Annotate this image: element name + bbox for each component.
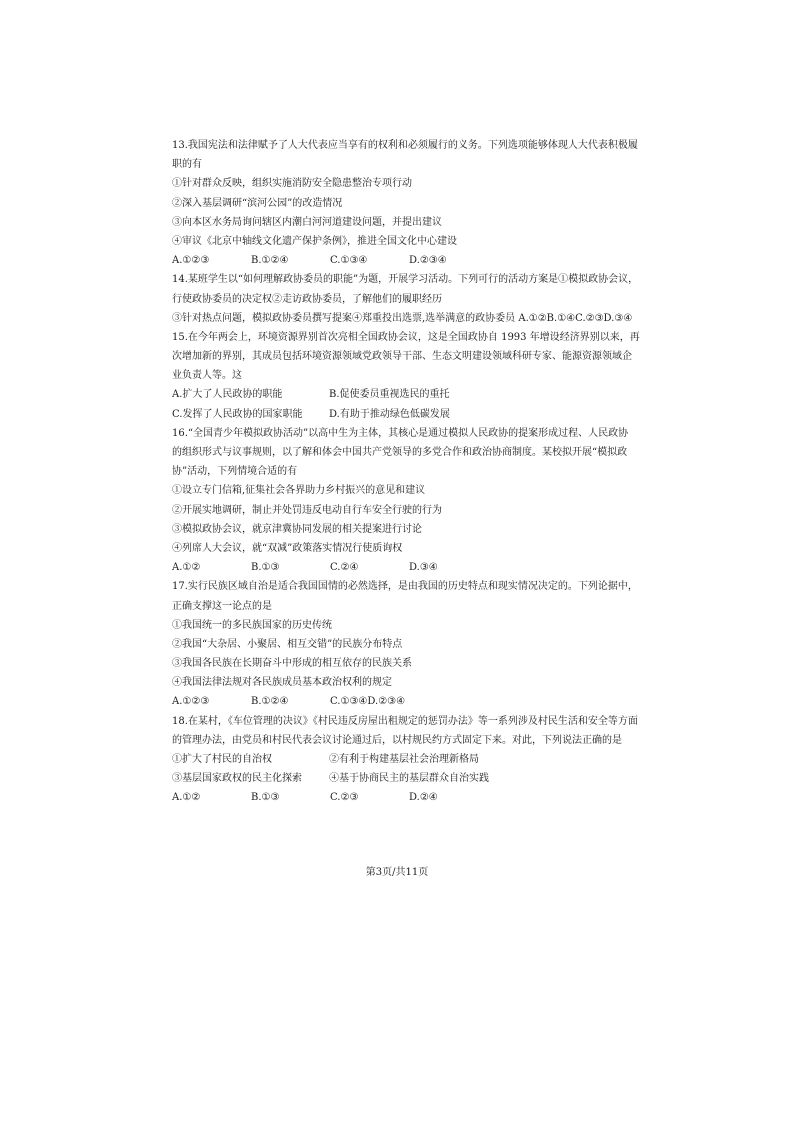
option-a: A.①②③ <box>172 696 210 708</box>
option-c: C.②④ <box>330 562 359 574</box>
question-13-stem-cont: 职的有 <box>172 159 202 171</box>
question-14-stem-cont: 行使政协委员的决定权②走访政协委员，了解他们的履职经历 <box>172 293 442 305</box>
question-16-stem: 16.“全国青少年模拟政协活动”以高中生为主体，其核心是通过模拟人民政协的提案形成过程、人民政协 <box>172 427 629 439</box>
option-b: B.①③ <box>251 792 280 804</box>
question-16-item: ②开展实地调研，制止并处罚违反电动自行车安全行驶的行为 <box>172 504 442 516</box>
option-b: B.促使委员重视选民的重托 <box>329 389 450 401</box>
question-15-options <box>172 385 642 404</box>
question-18-stem-cont: 的管理办法，由党员和村民代表会议讨论通过后，以村规民约方式固定下来。对此，下列说法正确的是 <box>172 734 622 746</box>
option-b: B.①②④ <box>251 255 289 267</box>
question-16 <box>172 424 642 578</box>
question-13-item: ①针对群众反映，组织实施消防安全隐患整治专项行动 <box>172 178 412 190</box>
option-c: C.发挥了人民政协的国家职能 <box>172 408 303 420</box>
question-18-item: ④基于协商民主的基层群众自治实践 <box>329 773 489 785</box>
question-16-stem-cont: 的组织形式与议事规则，以了解和体会中国共产党领导的多党合作和政治协商制度。某校拟开展“模拟政 <box>172 447 628 458</box>
question-15-stem-cont: 次增加新的界别，其成员包括环境资源领域党政领导干部、生态文明建设领域科研专家、能源资源领域企 <box>172 351 632 363</box>
option-d: D.②③④ <box>409 255 447 267</box>
question-14 <box>172 270 642 328</box>
option-b: B.①②④ <box>251 696 289 708</box>
question-13-item: ②深入基层调研“滨河公园”的改造情况 <box>172 197 343 209</box>
option-d: D.②④ <box>409 792 438 804</box>
question-17-item: ③我国各民族在长期奋斗中形成的相互依存的民族关系 <box>172 658 412 670</box>
option-c-d: C.①③④D.②③④ <box>330 696 406 708</box>
question-13 <box>172 136 642 270</box>
question-14-stem-cont: ③针对热点问题，模拟政协委员撰写提案④郑重投出选票,选举满意的政协委员 A.①②B.①④C.②③D.③④ <box>172 312 633 324</box>
question-18 <box>172 712 642 808</box>
question-13-item: ④审议《北京中轴线文化遗产保护条例》，推进全国文化中心建设 <box>172 235 457 247</box>
question-13-item: ③向本区水务局询问辖区内潮白河河道建设问题，并提出建议 <box>172 216 442 228</box>
page-number: 第3页/共11页 <box>365 867 429 878</box>
question-15-stem-cont: 业负责人等。这 <box>172 370 242 382</box>
question-16-options <box>172 558 642 577</box>
option-c: C.①③④ <box>330 255 368 267</box>
option-d: D.③④ <box>409 562 438 574</box>
question-17 <box>172 577 642 711</box>
question-18-item: ②有利于构建基层社会治理新格局 <box>329 754 479 765</box>
option-a: A.扩大了人民政协的职能 <box>172 389 283 401</box>
question-17-item: ④我国法律法规对各民族成员基本政治权利的规定 <box>172 677 392 689</box>
question-16-stem-cont: 协”活动，下列情境合适的有 <box>172 466 298 478</box>
option-a: A.①② <box>172 562 201 574</box>
question-17-item: ②我国“大杂居、小聚居、相互交错”的民族分布特点 <box>172 638 403 650</box>
question-18-item: ③基层国家政权的民主化探索 <box>172 773 302 785</box>
question-18-items <box>172 769 642 788</box>
question-17-options <box>172 692 642 711</box>
option-b: B.①③ <box>251 562 280 574</box>
question-16-item: ①设立专门信箱,征集社会各界助力乡村振兴的意见和建议 <box>172 485 426 497</box>
question-15-options <box>172 405 642 424</box>
question-15 <box>172 328 642 424</box>
question-18-options <box>172 788 642 807</box>
option-d: D.有助于推动绿色低碳发展 <box>329 408 450 420</box>
option-a: A.①②③ <box>172 255 210 267</box>
question-16-item: ④列席人大会议，就“双减”政策落实情况行使质询权 <box>172 542 403 554</box>
question-15-stem: 15.在今年两会上，环境资源界别首次亮相全国政协会议，这是全国政协自 1993 年增设经济界别以来，再 <box>172 331 640 343</box>
question-16-item: ③模拟政协会议，就京津冀协同发展的相关提案进行讨论 <box>172 523 422 535</box>
question-18-stem: 18.在某村，《车位管理的决议》《村民违反房屋出租规定的惩罚办法》等一系列涉及村民生活和安全等方面 <box>172 715 638 727</box>
question-13-stem: 13.我国宪法和法律赋予了人大代表应当享有的权利和必须履行的义务。下列选项能够体现人大代表积极履 <box>172 140 638 151</box>
question-18-items <box>172 750 642 769</box>
question-18-item: ①扩大了村民的自治权 <box>172 754 272 765</box>
question-13-options <box>172 251 642 270</box>
question-14-stem: 14.某班学生以“如何理解政协委员的职能”为题，开展学习活动。下列可行的活动方案是①模拟政协会议， <box>172 274 639 286</box>
question-block <box>172 136 642 808</box>
question-17-item: ①我国统一的多民族国家的历史传统 <box>172 619 332 631</box>
question-17-stem: 17.实行民族区域自治是适合我国国情的必然选择，是由我国的历史特点和现实情况决定的。下列论据中， <box>172 581 638 593</box>
question-17-stem-cont: 正确支撑这一论点的是 <box>172 600 272 612</box>
option-a: A.①② <box>172 792 201 804</box>
option-c: C.②③ <box>330 792 359 804</box>
